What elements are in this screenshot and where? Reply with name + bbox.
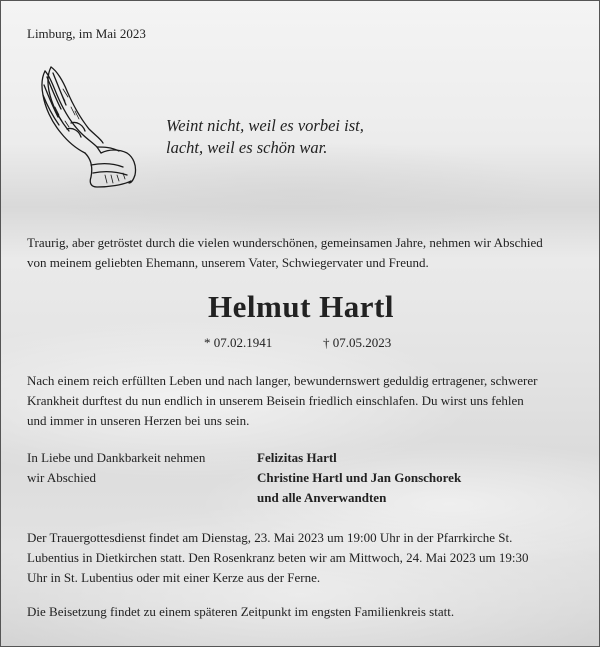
service-line: Lubentius in Dietkirchen statt. Den Rosenkranz beten wir am Mittwoch, 24. Mai 2023 um 19:30 [27,550,529,565]
birth-date: * 07.02.1941 [204,335,273,350]
quote [166,115,364,159]
quote-line: lacht, weil es schön war. [166,138,328,157]
service-paragraph [27,528,579,588]
mourner-entry: und alle Anverwandten [257,490,387,505]
burial-note: Die Beisetzung findet zu einem späteren Zeitpunkt im engsten Familienkreis statt. [27,604,455,619]
intro-line: Traurig, aber getröstet durch die vielen wunderschönen, gemeinsamen Jahre, nehmen wir Abschied [27,235,543,250]
deceased-name: Helmut Hartl [208,289,394,324]
intro-paragraph [27,233,577,273]
intro-line: von meinem geliebten Ehemann, unserem Vater, Schwiegervater und Freund. [27,255,429,270]
tribute-paragraph [27,371,577,431]
tribute-line: Nach einem reich erfüllten Leben und nach langer, bewundernswert geduldig ertragener, schwerer [27,373,538,388]
farewell-text [27,448,205,488]
quote-line: Weint nicht, weil es vorbei ist, [166,116,364,135]
tribute-line: und immer in unseren Herzen bei uns sein. [27,413,250,428]
mourners-list [257,448,461,508]
tribute-line: Krankheit durftest du nun endlich in unserem Beisein friedlich einschlafen. Du wirst uns fehlen [27,393,524,408]
mourner-entry: Christine Hartl und Jan Gonschorek [257,470,462,485]
farewell-line: wir Abschied [27,470,96,485]
mourner-entry: Felizitas Hartl [257,450,337,465]
dateline: Limburg, im Mai 2023 [27,26,146,41]
service-line: Der Trauergottesdienst findet am Dienstag, 23. Mai 2023 um 19:00 Uhr in der Pfarrkirche St. [27,530,513,545]
farewell-line: In Liebe und Dankbarkeit nehmen [27,450,206,465]
service-line: Uhr in St. Lubentius oder mit einer Kerze aus der Ferne. [27,570,321,585]
death-date: † 07.05.2023 [323,335,392,350]
praying-hands-icon [31,63,143,191]
